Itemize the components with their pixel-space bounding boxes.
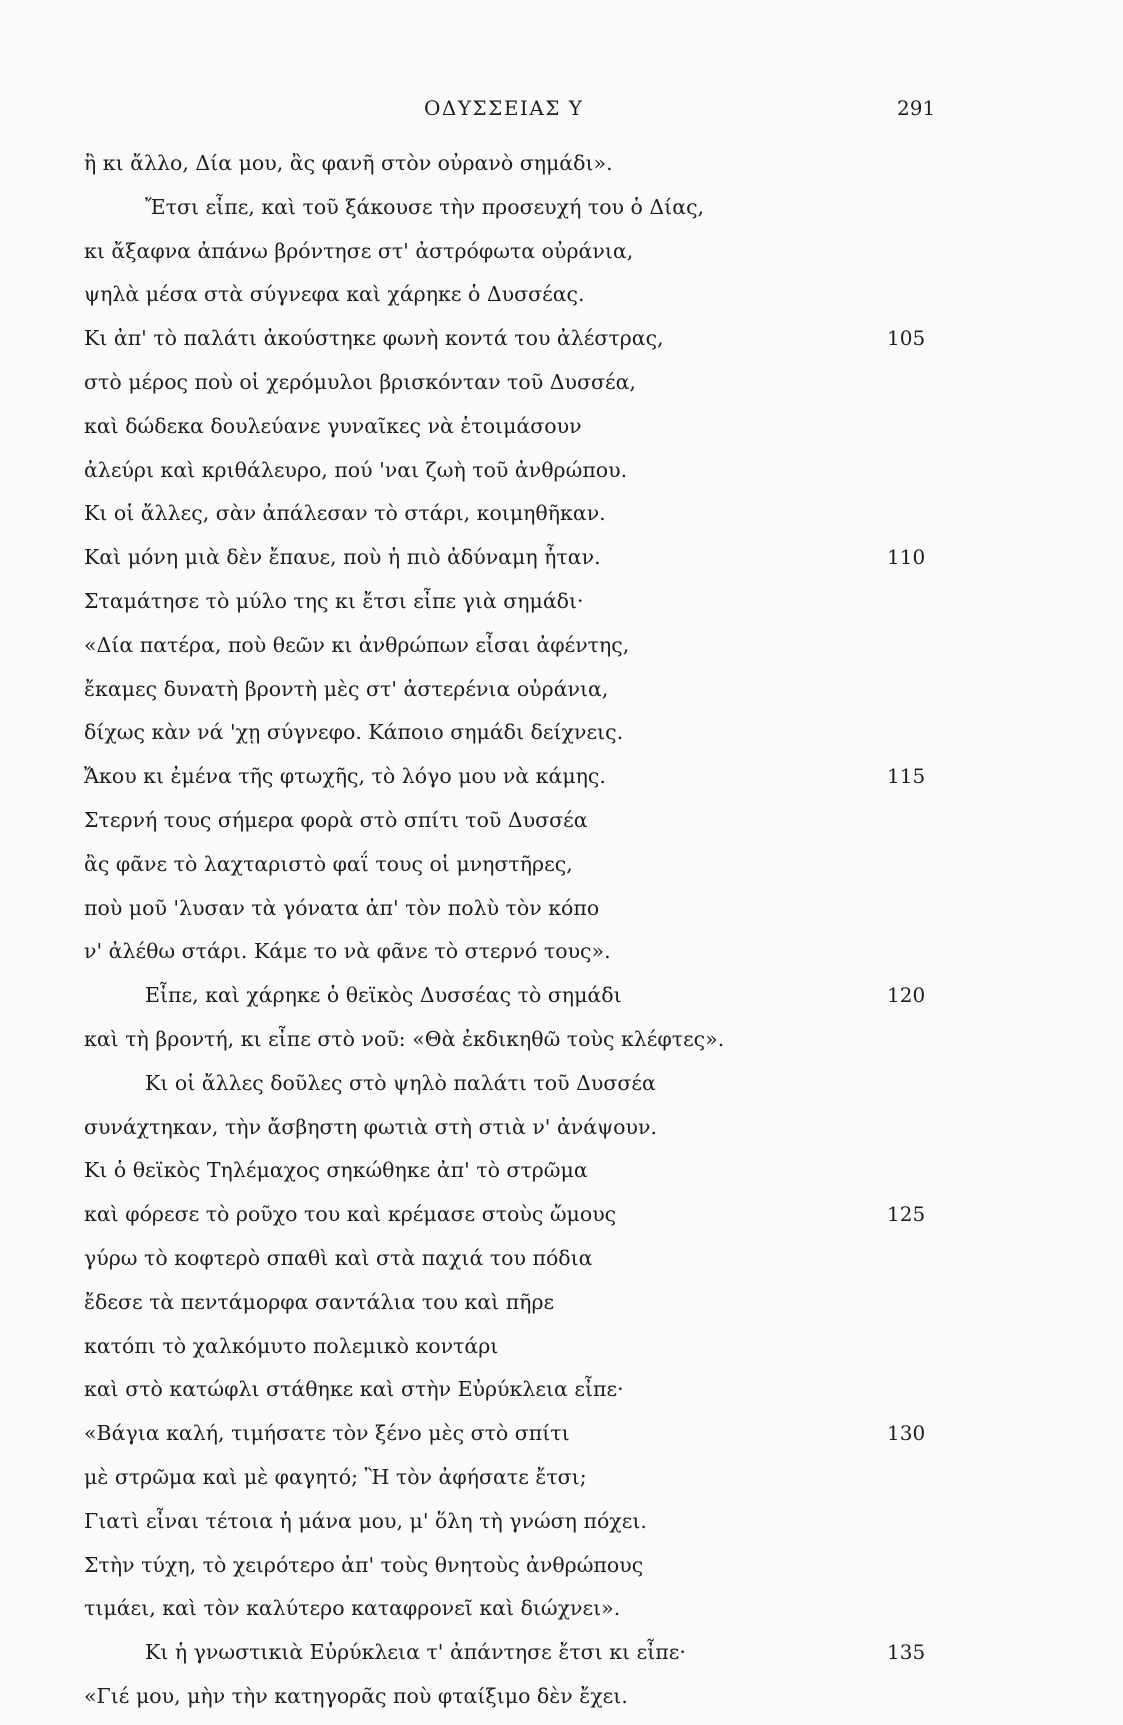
verse-text: δίχως κὰν νά 'χῃ σύγνεφο. Κάποιο σημάδι δείχνεις. [84, 720, 624, 745]
verse-line [0, 498, 1123, 542]
verse-text: Γιατὶ εἶναι τέτοια ἡ μάνα μου, μ' ὅλη τὴ γνώση πόχει. [84, 1508, 647, 1533]
verse-line [0, 1374, 1123, 1418]
verse-line [0, 1112, 1123, 1156]
verse-text: Κι ὁ θεϊκὸς Τηλέμαχος σηκώθηκε ἀπ' τὸ στρῶμα [84, 1158, 588, 1183]
line-number: 115 [887, 764, 926, 789]
running-title: ΟΔΥΣΣΕΙΑΣ Υ [424, 96, 584, 120]
verse-line [0, 148, 1123, 192]
verse-text: Κι οἱ ἄλλες δοῦλες στὸ ψηλὸ παλάτι τοῦ Δυσσέα [145, 1070, 656, 1095]
verse-text: καὶ τὴ βροντή, κι εἶπε στὸ νοῦ: «Θὰ ἐκδικηθῶ τοὺς κλέφτες». [84, 1026, 725, 1051]
verse-line [0, 1506, 1123, 1550]
verse-text: Εἶπε, καὶ χάρηκε ὁ θεϊκὸς Δυσσέας τὸ σημάδι [145, 983, 622, 1008]
verse-text: Ἄκου κι ἐμένα τῆς φτωχῆς, τὸ λόγο μου νὰ κάμης. [84, 764, 606, 789]
verse-line [0, 1068, 1123, 1112]
verse-text: στὸ μέρος ποὺ οἱ χερόμυλοι βρισκόνταν τοῦ Δυσσέα, [84, 369, 636, 394]
verse-text: Καὶ μόνη μιὰ δὲν ἔπαυε, ποὺ ἡ πιὸ ἀδύναμη ἦταν. [84, 545, 601, 570]
verse-text: ποὺ μοῦ 'λυσαν τὰ γόνατα ἀπ' τὸν πολὺ τὸν κόπο [84, 895, 600, 920]
verse-text: Κι ἀπ' τὸ παλάτι ἀκούστηκε φωνὴ κοντά του ἀλέστρας, [84, 326, 664, 351]
verse-text: κατόπι τὸ χαλκόμυτο πολεμικὸ κοντάρι [84, 1333, 499, 1358]
verse-text: μὲ στρῶμα καὶ μὲ φαγητό; Ἢ τὸν ἀφήσατε ἔτσι; [84, 1464, 587, 1489]
verse-line [0, 805, 1123, 849]
line-number: 110 [887, 545, 926, 570]
verse-text: ἂς φᾶνε τὸ λαχταριστὸ φαΐ τους οἱ μνηστῆρες, [84, 851, 573, 876]
verse-text: «Δία πατέρα, ποὺ θεῶν κι ἀνθρώπων εἶσαι ἀφέντης, [84, 632, 630, 657]
verse-text: καὶ δώδεκα δουλεύανε γυναῖκες νὰ ἑτοιμάσουν [84, 413, 582, 438]
verse-text: Κι οἱ ἄλλες, σὰν ἀπάλεσαν τὸ στάρι, κοιμηθῆκαν. [84, 501, 606, 526]
verse-text: Σταμάτησε τὸ μύλο της κι ἔτσι εἶπε γιὰ σημάδι· [84, 588, 584, 613]
verse-text: Στὴν τύχη, τὸ χειρότερο ἀπ' τοὺς θνητοὺς ἀνθρώπους [84, 1552, 644, 1577]
verse-line [0, 455, 1123, 499]
verse-line [0, 761, 1123, 805]
verse-line [0, 1593, 1123, 1637]
verse-text: ἔδεσε τὰ πεντάμορφα σαντάλια του καὶ πῆρε [84, 1289, 555, 1314]
verse-text: «Βάγια καλή, τιμήσατε τὸν ξένο μὲς στὸ σπίτι [84, 1421, 570, 1446]
verse-line [0, 630, 1123, 674]
verse-line [0, 586, 1123, 630]
verse-line [0, 411, 1123, 455]
verse-line [0, 323, 1123, 367]
line-number: 120 [887, 983, 926, 1008]
verse-text: καὶ στὸ κατώφλι στάθηκε καὶ στὴν Εὐρύκλεια εἶπε· [84, 1377, 624, 1402]
verse-text: ν' ἀλέθω στάρι. Κάμε το νὰ φᾶνε τὸ στερνό τους». [84, 939, 611, 964]
verse-line [0, 1550, 1123, 1594]
verse-line [0, 717, 1123, 761]
verse-line [0, 1199, 1123, 1243]
verse-text: κι ἄξαφνα ἀπάνω βρόντησε στ' ἀστρόφωτα οὐράνια, [84, 238, 634, 263]
verse-text: ἢ κι ἄλλο, Δία μου, ἂς φανῆ στὸν οὐρανὸ σημάδι». [84, 151, 613, 175]
line-number: 130 [887, 1421, 926, 1446]
page-number: 291 [897, 96, 936, 120]
verse-line [0, 1462, 1123, 1506]
verse-text: συνάχτηκαν, τὴν ἄσβηστη φωτιὰ στὴ στιὰ ν' ἀνάψουν. [84, 1114, 657, 1139]
verse-text: Στερνή τους σήμερα φορὰ στὸ σπίτι τοῦ Δυσσέα [84, 807, 588, 832]
verse-text: Κι ἡ γνωστικιὰ Εὐρύκλεια τ' ἀπάντησε ἔτσι κι εἶπε· [145, 1640, 686, 1665]
verse-line [0, 1331, 1123, 1375]
verse-line [0, 849, 1123, 893]
verse-line [0, 236, 1123, 280]
line-number: 135 [887, 1640, 926, 1665]
verse-text: ἀλεύρι καὶ κριθάλευρο, πού 'ναι ζωὴ τοῦ ἀνθρώπου. [84, 457, 628, 482]
verse-text: «Γιέ μου, μὴν τὴν κατηγορᾶς ποὺ φταίξιμο δὲν ἔχει. [84, 1683, 628, 1708]
verse-line [0, 1243, 1123, 1287]
verse-line [0, 367, 1123, 411]
verse-text: ἔκαμες δυνατὴ βροντὴ μὲς στ' ἀστερένια οὐράνια, [84, 676, 609, 701]
verse-text: Ἔτσι εἶπε, καὶ τοῦ ξάκουσε τὴν προσευχή του ὁ Δίας, [145, 194, 705, 219]
verse-line [0, 936, 1123, 980]
verse-line [0, 674, 1123, 718]
verse-line [0, 1024, 1123, 1068]
verse-line [0, 1155, 1123, 1199]
verse-line [0, 192, 1123, 236]
verse-line [0, 1637, 1123, 1681]
verse-line [0, 1418, 1123, 1462]
verse-line [0, 1287, 1123, 1331]
verse-line [0, 980, 1123, 1024]
verse-line [0, 893, 1123, 937]
verse-block [0, 148, 1123, 1725]
verse-line [0, 1681, 1123, 1725]
verse-text: τιμάει, καὶ τὸν καλύτερο καταφρονεῖ καὶ διώχνει». [84, 1596, 621, 1621]
verse-text: γύρω τὸ κοφτερὸ σπαθὶ καὶ στὰ παχιά του πόδια [84, 1245, 593, 1270]
verse-text: καὶ φόρεσε τὸ ροῦχο του καὶ κρέμασε στοὺς ὤμους [84, 1202, 617, 1227]
verse-line [0, 279, 1123, 323]
line-number: 125 [887, 1202, 926, 1227]
verse-text: ψηλὰ μέσα στὰ σύγνεφα καὶ χάρηκε ὁ Δυσσέας. [84, 282, 585, 307]
running-head [0, 96, 1123, 126]
verse-line [0, 542, 1123, 586]
line-number: 105 [887, 326, 926, 351]
